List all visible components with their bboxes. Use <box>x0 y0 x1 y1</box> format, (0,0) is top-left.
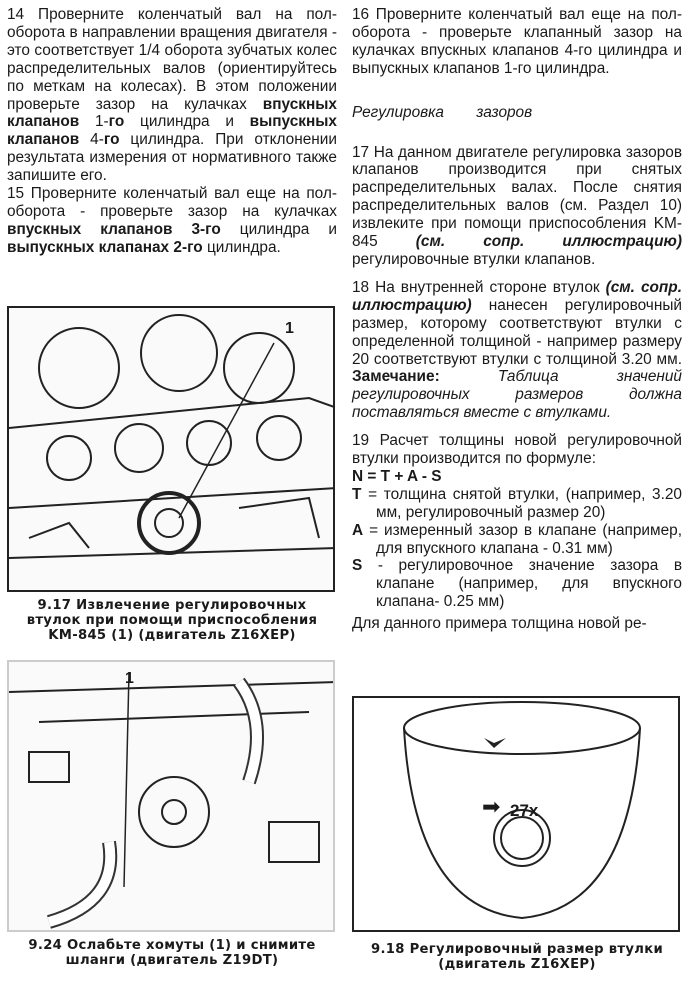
text: 14 Проверните коленчатый вал на пол-оборота в направлении вращения двигателя - это соответствует 1/4 оборота зубчатых колес распределительных валов (ориентируйтесь по меткам на колесах). В этом положении проверьте зазор на кулачках <box>7 6 337 113</box>
bold-text: выпускных клапанов <box>7 113 337 149</box>
figure-caption: 9.17 Извлечение регулировочных втулок при помощи приспособления KM-845 (1) (двигатель Z16XEP) <box>26 598 318 643</box>
formula: N = T + A - S <box>352 467 442 485</box>
paragraph-continued: Для данного примера толщина новой ре- <box>352 615 647 633</box>
engine-head-illustration <box>9 308 335 592</box>
left-column <box>7 6 337 968</box>
paragraph-16: 16 Проверните коленчатый вал еще на пол-оборота - проверьте клапанный зазор на кулачках впускных клапанов 4-го цилиндра и выпускных клапанов 1-го цилиндра. <box>352 6 682 77</box>
bold-text: впускных клапанов <box>7 95 337 131</box>
text: - регулировочное значение зазора в клапане (например, для впускного клапана- 0.25 мм) <box>376 557 682 611</box>
note-label: Замечание: <box>352 368 440 386</box>
bold-text: го <box>108 113 125 131</box>
callout-label: 1 <box>125 670 134 687</box>
right-column <box>352 6 682 972</box>
bold-italic-text: (см. сопр. иллюстрацию) <box>415 233 682 251</box>
definition-a <box>352 522 682 558</box>
note-text: Таблица значений регулировочных размеров должна поставляться вместе с втулками. <box>352 368 682 422</box>
bold-text: го <box>103 131 120 149</box>
text: цилиндра. <box>202 238 281 256</box>
bold-text: выпускных клапанах 2-го <box>7 238 203 256</box>
definition-t <box>352 486 682 522</box>
figure-9-18 <box>352 696 680 932</box>
text: нанесен регулировочный размер, которому соответствуют втулки с определенной толщиной - например размеру 20 соответствуют втулки с толщиной 3.20 мм. <box>352 296 682 368</box>
text: 17 На данном двигателе регулировка зазоров клапанов производится при снятых распределительных валах. После снятия распределительных валов (см. Раздел 10) извлеките при помощи приспособления KM-845 <box>352 143 682 251</box>
hoses-illustration <box>9 662 335 932</box>
text: 18 На внутренней стороне втулок <box>352 278 606 296</box>
variable: T <box>352 485 362 503</box>
paragraph-19: 19 Расчет толщины новой регулировочной втулки производится по формуле: <box>352 432 682 468</box>
definition-s <box>352 557 682 611</box>
text: 4- <box>79 131 104 149</box>
figure-9-24 <box>7 660 335 932</box>
text: цилиндра. При отклонении результата измерения от нормативного также запишите его. <box>7 131 337 185</box>
text: = измеренный зазор в клапане (например, для впускного клапана - 0.31 мм) <box>369 521 682 557</box>
figure-9-17 <box>7 306 335 592</box>
text: регулировочные втулки клапанов. <box>352 250 596 268</box>
arrow-icon: ➡ <box>482 794 501 819</box>
paragraph-18 <box>352 279 682 422</box>
size-marking: 27x <box>510 801 539 820</box>
paragraph-14 <box>7 6 337 185</box>
figure-caption: 9.24 Ослабьте хомуты (1) и снимите шланги (двигатель Z19DT) <box>28 938 316 968</box>
figure-caption: 9.18 Регулировочный размер втулки (двигатель Z16XEP) <box>370 942 664 972</box>
text: цилиндра и <box>220 220 337 238</box>
bold-italic-text: (см. сопр. иллюстрацию) <box>352 278 682 314</box>
text: 15 Проверните коленчатый вал еще на пол-оборота - проверьте зазор на кулачках <box>7 185 337 220</box>
paragraph-17 <box>352 144 682 269</box>
text: 1- <box>79 113 109 131</box>
text: цилиндра и <box>124 113 250 131</box>
callout-label: 1 <box>285 320 294 337</box>
paragraph-15 <box>7 185 337 257</box>
section-heading: Регулировка зазоров <box>352 103 533 121</box>
variable: S <box>352 557 363 575</box>
variable: A <box>352 521 364 539</box>
text: = толщина снятой втулки, (например, 3.20 мм, регулировочный размер 20) <box>368 485 682 521</box>
bold-text: впускных клапанов 3-го <box>7 220 221 238</box>
